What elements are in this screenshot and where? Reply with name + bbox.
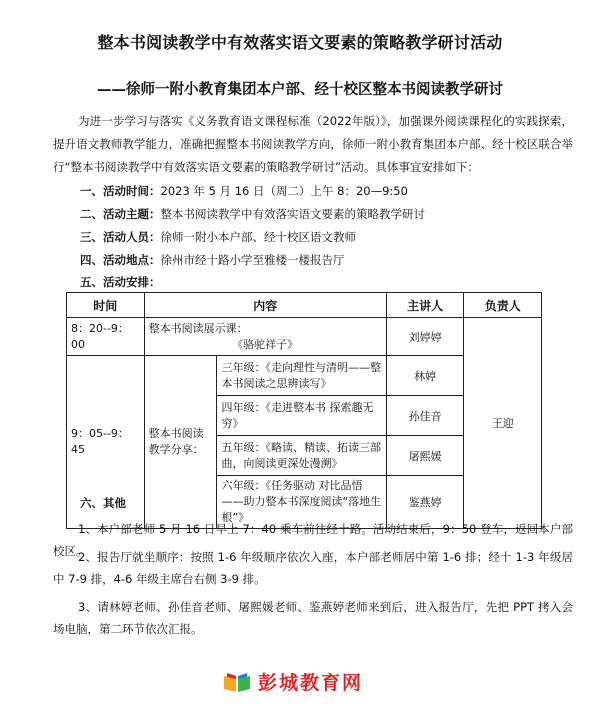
header-time: 时间 — [67, 293, 145, 318]
table-row — [67, 318, 542, 356]
info-time — [80, 182, 408, 200]
sub-speaker: 林婷 — [386, 356, 464, 396]
info-label: 三、活动人员： — [80, 230, 161, 244]
schedule-table — [66, 292, 542, 529]
other-item-2: 2、报告厅就坐顺序：按照 1-6 年级顺序依次入座，本户部老师居中第 1-6 排；经十 1-3 年级居中 7-9 排，4-6 年级主席台右侧 3-9 排。 — [53, 550, 573, 586]
info-value: 徐州市经十路小学至雅楼一楼报告厅 — [160, 253, 345, 267]
table-header-row — [67, 293, 542, 318]
info-label: 二、活动主题： — [80, 207, 161, 221]
sub-speaker: 屠熙媛 — [386, 436, 464, 476]
info-label: 一、活动时间： — [80, 184, 161, 198]
info-location — [80, 251, 345, 269]
sub-content: 四年级：《走进整本书 探索趣无穷》 — [217, 396, 386, 436]
responsible-cell: 王迎 — [464, 318, 542, 529]
info-value: 2023 年 5 月 16 日（周二）上午 8：20—9:50 — [160, 184, 408, 198]
row1-content-book: 《骆驼祥子》 — [232, 337, 299, 351]
row1-time: 8：20--9：00 — [67, 318, 145, 356]
info-theme — [80, 205, 425, 223]
row1-content-title: 整本书阅读展示课： — [148, 321, 248, 335]
row2-group: 整本书阅读教学分享： — [144, 356, 217, 529]
info-value: 整本书阅读教学中有效落实语文要素的策略教学研讨 — [160, 207, 425, 221]
row2-time: 9：05--9：45 — [67, 356, 145, 529]
header-content: 内容 — [144, 293, 386, 318]
intro-paragraph: 为进一步学习与落实《义务教育语文课程标准（2022年版）》，加强课外阅读课程化的实践探索，提升语文教师教学能力，准确把握整本书阅读教学方向，徐师一附小教育集团本户部、经十校区联合举行“整本书阅读教学中有效落实语文要素的策略教学研讨”活动。具体事宜安排如下： — [53, 114, 573, 174]
sub-speaker: 孙佳音 — [386, 396, 464, 436]
info-value: 徐师一附小本户部、经十校区语文教师 — [160, 230, 356, 244]
row1-speaker: 刘婷婷 — [386, 318, 464, 356]
sub-content: 五年级：《略读、精读、拓读三部曲，向阅读更深处漫溯》 — [217, 436, 386, 476]
info-label: 四、活动地点： — [80, 253, 161, 267]
site-logo — [222, 668, 363, 695]
other-item-3: 3、请林婷老师、孙佳音老师、屠熙媛老师、鉴燕婷老师来到后，进入报告厅，先把 PPT 拷入会场电脑，第二环节依次汇报。 — [53, 600, 573, 636]
sub-content: 六年级：《任务驱动 对比品悟——助力整本书深度阅读“落地生根”》 — [217, 476, 386, 529]
logo-text: 彭城教育网 — [258, 672, 364, 694]
header-speaker: 主讲人 — [386, 293, 464, 318]
section-other-title: 六、其他 — [80, 496, 126, 510]
info-schedule — [80, 273, 161, 291]
header-responsible: 负责人 — [464, 293, 542, 318]
row1-content — [144, 318, 386, 356]
info-people — [80, 228, 356, 246]
page-subtitle: ——徐师一附小教育集团本户部、经十校区整本书阅读教学研讨 — [97, 82, 503, 98]
page-title: 整本书阅读教学中有效落实语文要素的策略教学研讨活动 — [97, 33, 503, 52]
sub-speaker: 鉴燕婷 — [386, 476, 464, 529]
book-logo-icon — [222, 670, 252, 694]
info-label: 五、活动安排： — [80, 275, 161, 289]
sub-content: 三年级：《走向理性与清明——整本书阅读之思辨读写》 — [217, 356, 386, 396]
other-item-1: 1、本户部老师 5 月 16 日早上 7：40 乘车前往经十路。活动结束后，9：50 登车，返回本户部校区。 — [53, 522, 573, 558]
